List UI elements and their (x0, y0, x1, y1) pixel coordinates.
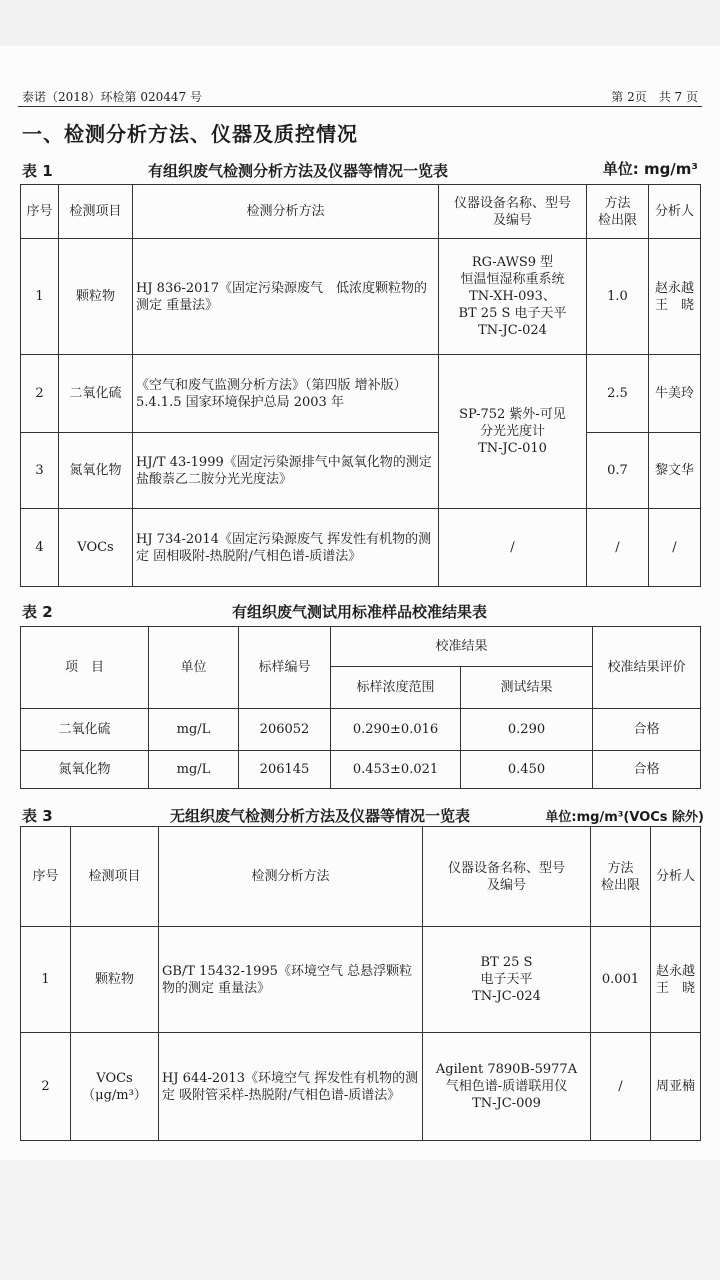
instrument-line: 恒温恒湿称重系统 (460, 272, 565, 287)
table3-header-instrument (423, 827, 591, 927)
cell-unit: mg/L (149, 709, 239, 751)
cell-item: 二氧化硫 (21, 709, 149, 751)
table3-header-limit (591, 827, 651, 927)
cell-analyst (649, 239, 701, 355)
cell-item: 氮氧化物 (21, 751, 149, 789)
cell-seq: 4 (21, 509, 59, 587)
header-line: 检出限 (597, 212, 637, 228)
cell-analyst: / (649, 509, 701, 587)
cell-seq: 2 (21, 1033, 71, 1141)
analyst-line: 赵永越 (655, 963, 695, 979)
table2-label: 表 2 (22, 603, 53, 621)
cell-method: HJ 644-2013《环境空气 挥发性有机物的测定 吸附管采样-热脱附/气相色谱-质谱法》 (159, 1033, 423, 1141)
cell-range: 0.453±0.021 (331, 751, 461, 789)
header-line: 及编号 (486, 877, 526, 893)
table-row (21, 355, 701, 433)
header-line: 及编号 (492, 212, 532, 228)
cell-seq: 2 (21, 355, 59, 433)
table-row (21, 509, 701, 587)
table3-header-row (21, 827, 701, 927)
table-row (21, 709, 701, 751)
cell-limit: 0.7 (587, 433, 649, 509)
header-line: 仪器设备名称、型号 (447, 860, 565, 876)
table2-header-range: 标样浓度范围 (331, 667, 461, 709)
table1-header-analyst: 分析人 (649, 185, 701, 239)
table3-unit: 单位:mg/m³(VOCs 除外) (545, 810, 704, 825)
page-indicator: 第 2页 共 7 页 (611, 90, 698, 104)
instrument-line: TN-JC-024 (472, 989, 541, 1004)
table2-header-calib: 校准结果 (331, 627, 593, 667)
cell-result: 0.290 (461, 709, 593, 751)
cell-analyst (651, 927, 701, 1033)
table2-header-unit: 单位 (149, 627, 239, 709)
cell-eval: 合格 (593, 751, 701, 789)
table-row (21, 433, 701, 509)
table2-header-sample-no: 标样编号 (239, 627, 331, 709)
table3-header-method: 检测分析方法 (159, 827, 423, 927)
instrument-line: TN-JC-010 (478, 441, 547, 456)
table3-header-analyst: 分析人 (651, 827, 701, 927)
item-line: VOCs (96, 1070, 133, 1086)
instrument-line: 气相色谱-质谱联用仪 (445, 1079, 568, 1094)
instrument-line: 分光光度计 (479, 424, 545, 439)
cell-seq: 3 (21, 433, 59, 509)
cell-item: 二氧化硫 (59, 355, 133, 433)
table3-header-seq: 序号 (21, 827, 71, 927)
table1-header-item: 检测项目 (59, 185, 133, 239)
instrument-line: SP-752 紫外-可见 (459, 407, 566, 422)
table2-title: 有组织废气测试用标准样品校准结果表 (232, 603, 488, 621)
table2-header-row (21, 627, 701, 667)
item-line: 颗粒物 (94, 972, 134, 987)
analyst-line: 王 晓 (654, 297, 694, 313)
cell-item (71, 1033, 159, 1141)
cell-analyst (651, 1033, 701, 1141)
table1-header-instrument (439, 185, 587, 239)
table2-header-item: 项 目 (21, 627, 149, 709)
instrument-line: TN-JC-009 (472, 1096, 541, 1111)
table1-header-seq: 序号 (21, 185, 59, 239)
header-line: 仪器设备名称、型号 (453, 195, 571, 211)
table1 (20, 184, 701, 587)
cell-result: 0.450 (461, 751, 593, 789)
table1-title: 有组织废气检测分析方法及仪器等情况一览表 (148, 162, 449, 180)
cell-sample-no: 206052 (239, 709, 331, 751)
header-line: 检出限 (600, 877, 640, 893)
cell-method: 《空气和废气监测分析方法》（第四版 增补版）5.4.1.5 国家环境保护总局 2003 年 (133, 355, 439, 433)
cell-instrument (439, 239, 587, 355)
table-row (21, 239, 701, 355)
table2-header-eval: 校准结果评价 (593, 627, 701, 709)
table3 (20, 826, 701, 1141)
header-rule (18, 106, 702, 107)
instrument-line: 电子天平 (480, 972, 533, 987)
cell-limit: / (591, 1033, 651, 1141)
cell-limit: 0.001 (591, 927, 651, 1033)
cell-method: HJ 836-2017《固定污染源废气 低浓度颗粒物的测定 重量法》 (133, 239, 439, 355)
cell-analyst: 黎文华 (649, 433, 701, 509)
cell-instrument (423, 927, 591, 1033)
cell-limit: / (587, 509, 649, 587)
section-title: 一、检测分析方法、仪器及质控情况 (22, 122, 358, 146)
instrument-line: TN-XH-093、 (469, 289, 556, 304)
table1-header-limit (587, 185, 649, 239)
viewer-bottom-area (0, 1160, 720, 1280)
table1-unit: 单位: mg/m³ (602, 160, 698, 178)
viewer-top-bar (0, 0, 720, 46)
cell-method: HJ/T 43-1999《固定污染源排气中氮氧化物的测定 盐酸萘乙二胺分光光度法》 (133, 433, 439, 509)
cell-seq: 1 (21, 239, 59, 355)
analyst-line: 王 晓 (655, 980, 695, 996)
cell-method: GB/T 15432-1995《环境空气 总悬浮颗粒物的测定 重量法》 (159, 927, 423, 1033)
table-row (21, 751, 701, 789)
cell-seq: 1 (21, 927, 71, 1033)
table1-label: 表 1 (22, 162, 53, 180)
table2 (20, 626, 701, 789)
instrument-line: BT 25 S (480, 955, 533, 970)
table2-header-result: 测试结果 (461, 667, 593, 709)
cell-instrument: / (439, 509, 587, 587)
cell-method: HJ 734-2014《固定污染源废气 挥发性有机物的测定 固相吸附-热脱附/气相色谱-质谱法》 (133, 509, 439, 587)
instrument-line: BT 25 S 电子天平 (458, 306, 567, 321)
header-line: 方法 (607, 860, 634, 876)
cell-limit: 1.0 (587, 239, 649, 355)
table-row (21, 927, 701, 1033)
table1-header-row (21, 185, 701, 239)
table3-title: 无组织废气检测分析方法及仪器等情况一览表 (170, 807, 471, 825)
cell-item: VOCs (59, 509, 133, 587)
cell-item: 氮氧化物 (59, 433, 133, 509)
analyst-line: 周亚楠 (655, 1079, 695, 1094)
instrument-line: RG-AWS9 型 (471, 255, 554, 270)
cell-item: 颗粒物 (59, 239, 133, 355)
cell-eval: 合格 (593, 709, 701, 751)
cell-sample-no: 206145 (239, 751, 331, 789)
cell-instrument-shared (439, 355, 587, 509)
analyst-line: 赵永越 (654, 280, 694, 296)
report-number: 泰诺（2018）环检第 020447 号 (22, 90, 202, 104)
table3-header-item: 检测项目 (71, 827, 159, 927)
instrument-line: TN-JC-024 (478, 323, 547, 338)
cell-analyst: 牛美玲 (649, 355, 701, 433)
cell-range: 0.290±0.016 (331, 709, 461, 751)
instrument-line: Agilent 7890B-5977A (435, 1062, 578, 1077)
table1-header-method: 检测分析方法 (133, 185, 439, 239)
table-row (21, 1033, 701, 1141)
cell-item (71, 927, 159, 1033)
header-line: 方法 (604, 195, 631, 211)
item-line: （μg/m³） (82, 1087, 147, 1103)
cell-limit: 2.5 (587, 355, 649, 433)
cell-instrument (423, 1033, 591, 1141)
table3-label: 表 3 (22, 807, 53, 825)
cell-unit: mg/L (149, 751, 239, 789)
